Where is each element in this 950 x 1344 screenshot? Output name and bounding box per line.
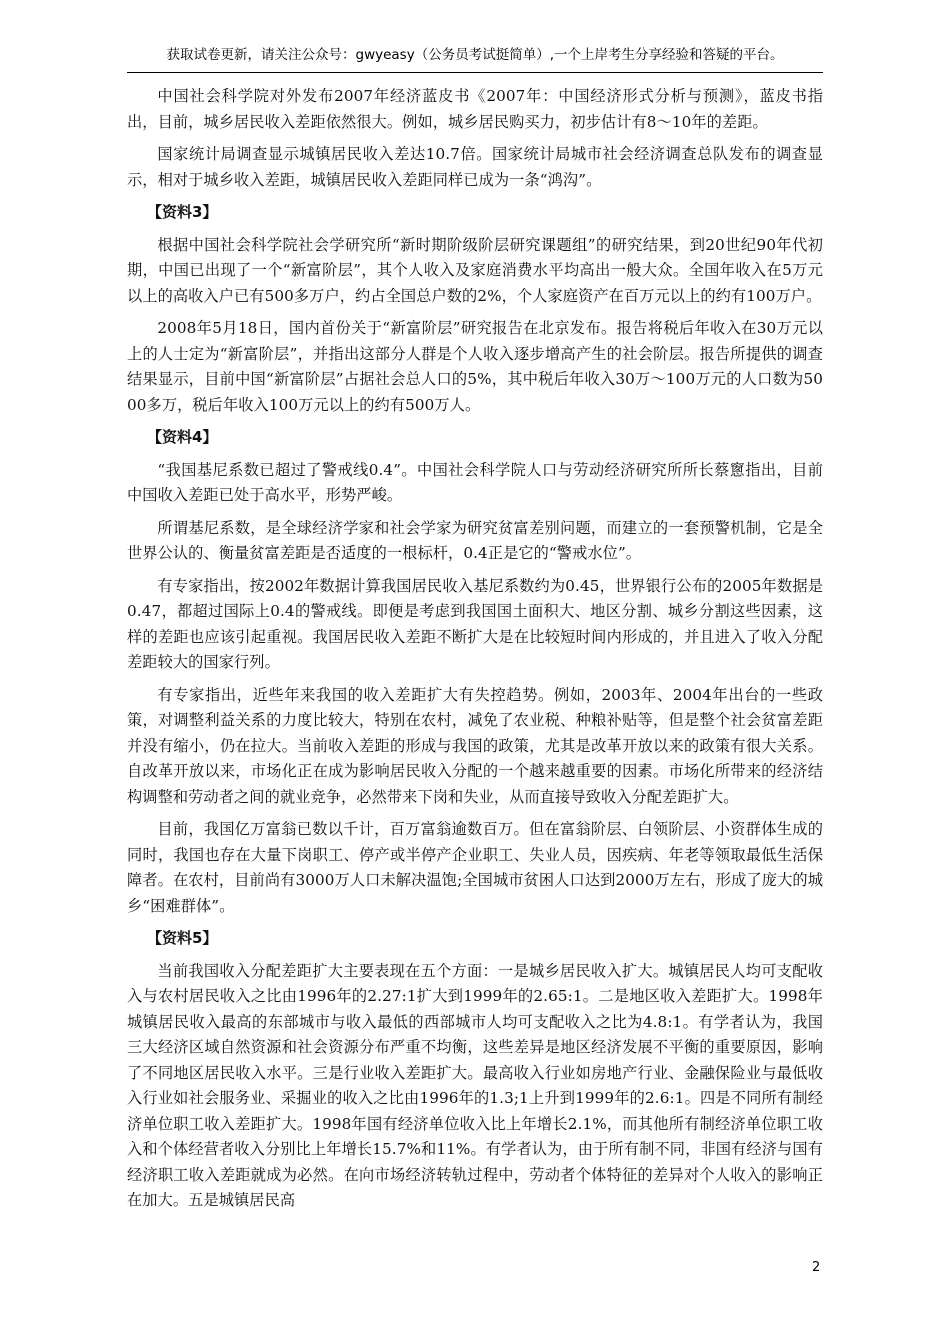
paragraph: 当前我国收入分配差距扩大主要表现在五个方面：一是城乡居民收入扩大。城镇居民人均可支配收入与农村居民收入之比由1996年的2.27:1扩大到1999年的2.65:1。二是地区收入差距扩大。1998年城镇居民收入最高的东部城市与收入最低的西部城市人均可支配收入之比为4.8:1。有学者认为，我国三大经济区域自然资源和社会资源分布严重不均衡，这些差异是地区经济发展不平衡的重要原因，影响了不同地区居民收入水平。三是行业收入差距扩大。最高收入行业如房地产行业、金融保险业与最低收入行业如社会服务业、采掘业的收入之比由1996年的1.3;1上升到1999年的2.6:1。四是不同所有制经济单位职工收入差距扩大。1998年国有经济单位收入比上年增长2.1%，而其他所有制经济单位职工收入和个体经营者收入分别比上年增长15.7%和11%。有学者认为，由于所有制不同，非国有经济与国有经济职工收入差距就成为必然。在向市场经济转轨过程中，劳动者个体特征的差异对个人收入的影响正在加大。五是城镇居民高 [127, 961, 823, 1209]
paragraph: 2008年5月18日，国内首份关于“新富阶层”研究报告在北京发布。报告将税后年收入在30万元以上的人士定为“新富阶层”，并指出这部分人群是个人收入逐步增高产生的社会阶层。报告所提供的调查结果显示，目前中国“新富阶层”占据社会总人口的5%，其中税后年收入30万～100万元的人口数为5000多万，税后年收入100万元以上的约有500万人。 [127, 319, 823, 414]
paragraph: 中国社会科学院对外发布2007年经济蓝皮书《2007年：中国经济形式分析与预测》，蓝皮书指出，目前，城乡居民收入差距依然很大。例如，城乡居民购买力，初步估计有8～10年的差距。 [127, 87, 823, 131]
document-body [127, 84, 823, 1221]
paragraph: 国家统计局调查显示城镇居民收入差达10.7倍。国家统计局城市社会经济调查总队发布的调查显示，相对于城乡收入差距，城镇居民收入差距同样已成为一条“鸿沟”。 [127, 145, 823, 189]
section-heading-material-4: 【资料4】 [147, 428, 218, 446]
paragraph: 有专家指出，近些年来我国的收入差距扩大有失控趋势。例如，2003年、2004年出台的一些政策，对调整利益关系的力度比较大，特别在农村，减免了农业税、种粮补贴等，但是整个社会贫富差距并没有缩小，仍在拉大。当前收入差距的形成与我国的政策，尤其是改革开放以来的政策有很大关系。自改革开放以来，市场化正在成为影响居民收入分配的一个越来越重要的因素。市场化所带来的经济结构调整和劳动者之间的就业竞争，必然带来下岗和失业，从而直接导致收入分配差距扩大。 [127, 685, 823, 806]
paragraph: 所谓基尼系数，是全球经济学家和社会学家为研究贫富差别问题，而建立的一套预警机制，它是全世界公认的、衡量贫富差距是否适度的一根标杆，0.4正是它的“警戒水位”。 [127, 518, 823, 562]
page-header: 获取试卷更新，请关注公众号：gwyeasy（公务员考试挺简单）,一个上岸考生分享经验和答疑的平台。 [127, 40, 823, 73]
paragraph: 有专家指出，按2002年数据计算我国居民收入基尼系数约为0.45，世界银行公布的2005年数据是0.47，都超过国际上0.4的警戒线。即便是考虑到我国国土面积大、地区分割、城乡分割这些因素，这样的差距也应该引起重视。我国居民收入差距不断扩大是在比较短时间内形成的，并且进入了收入分配差距较大的国家行列。 [127, 576, 823, 671]
page-number: 2 [812, 1260, 821, 1275]
paragraph: 目前，我国亿万富翁已数以千计，百万富翁逾数百万。但在富翁阶层、白领阶层、小资群体生成的同时，我国也存在大量下岗职工、停产或半停产企业职工、失业人员，因疾病、年老等领取最低生活保障者。在农村，目前尚有3000万人口未解决温饱;全国城市贫困人口达到2000万左右，形成了庞大的城乡“困难群体”。 [127, 820, 823, 915]
paragraph: “我国基尼系数已超过了警戒线0.4”。中国社会科学院人口与劳动经济研究所所长蔡窻指出，目前中国收入差距已处于高水平，形势严峻。 [127, 460, 823, 504]
section-heading-material-3: 【资料3】 [147, 203, 218, 221]
section-heading-material-5: 【资料5】 [147, 929, 218, 947]
paragraph: 根据中国社会科学院社会学研究所“新时期阶级阶层研究课题组”的研究结果，到20世纪90年代初期，中国已出现了一个“新富阶层”，其个人收入及家庭消费水平均高出一般大众。全国年收入在5万元以上的高收入户已有500多万户，约占全国总户数的2%，个人家庭资产在百万元以上的约有100万户。 [127, 235, 823, 305]
